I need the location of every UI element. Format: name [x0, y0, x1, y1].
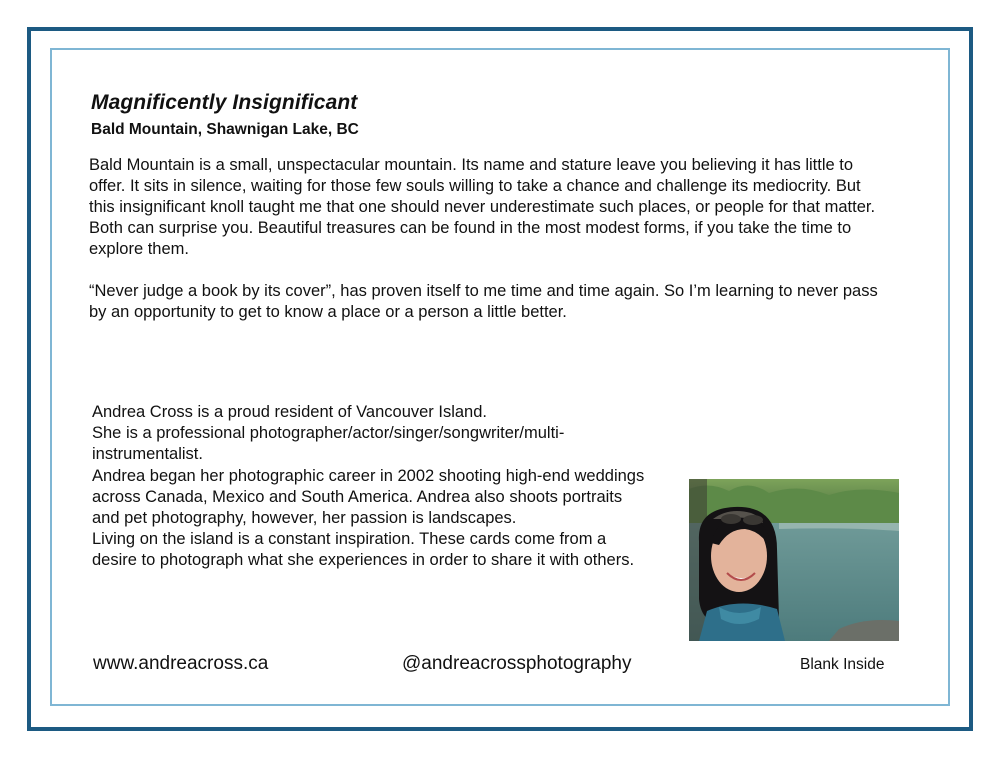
bio-line: Andrea Cross is a proud resident of Vancouver Island.: [92, 403, 487, 421]
story-paragraph: “Never judge a book by its cover”, has proven itself to me time and time again. So I’m learning to never pass by an opportunity to get to know a place or a person a little better.: [89, 282, 878, 321]
card-location: Bald Mountain, Shawnigan Lake, BC: [91, 121, 359, 138]
artist-portrait-photo: [689, 479, 899, 641]
blank-inside-note: Blank Inside: [800, 656, 885, 673]
bio-line: Andrea began her photographic career in 2002 shooting high-end weddings across Canada, Mexico and South America. Andrea also shoots portraits and pet photography, however, her passion is landscapes.: [92, 466, 645, 528]
story-text: [89, 155, 889, 344]
bio-line: Living on the island is a constant inspiration. These cards come from a desire to photograph what she experiences in order to share it with others.: [92, 530, 635, 570]
story-paragraph: Bald Mountain is a small, unspectacular mountain. Its name and stature leave you believing it has little to offer. It sits in silence, waiting for those few souls willing to take a chance and challenge its mediocrity. But this insignificant knoll taught me that one should never underestimate such places, or people for that matter. Both can surprise you. Beautiful treasures can be found in the most modest forms, if you take the time to explore them.: [89, 156, 876, 258]
card-title: Magnificently Insignificant: [91, 91, 358, 114]
website-link[interactable]: www.andreacross.ca: [93, 653, 269, 674]
artist-bio: [92, 402, 647, 572]
social-handle-link[interactable]: @andreacrossphotography: [402, 653, 632, 674]
bio-line: She is a professional photographer/actor/singer/songwriter/multi-instrumentalist.: [92, 424, 565, 464]
